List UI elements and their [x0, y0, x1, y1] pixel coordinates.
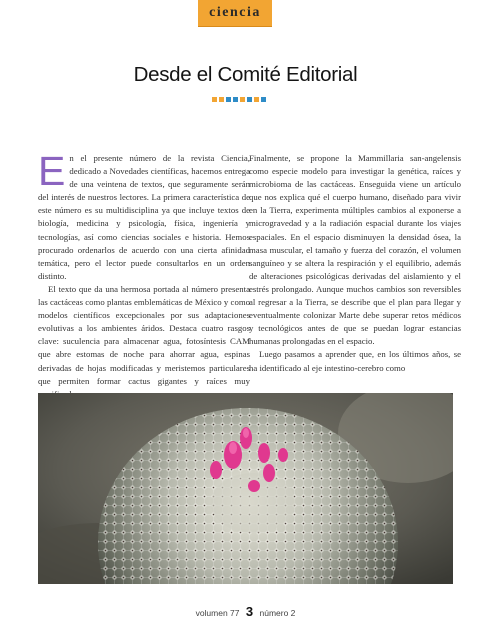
decorative-square	[247, 97, 252, 102]
paragraph: Luego pasamos a aprender que, en los últimos años, se ha identificado al eje intestino-cerebro como	[249, 349, 461, 373]
paragraph	[38, 148, 250, 283]
decorative-square	[261, 97, 266, 102]
dropcap-letter: E	[38, 148, 66, 194]
decorative-square	[212, 97, 217, 102]
left-column	[38, 148, 250, 401]
decorative-square	[219, 97, 224, 102]
decorative-square	[254, 97, 259, 102]
decorative-square	[240, 97, 245, 102]
page-footer	[0, 604, 491, 619]
page-title: Desde el Comité Editorial	[133, 63, 358, 86]
cactus-photo	[38, 393, 453, 584]
decorative-square	[226, 97, 231, 102]
paragraph: El texto que da una hermosa portada al número presenta las cactáceas como plantas emblemáticas de México y como modelos científicos excepcionales por sus adaptaciones evolutivas a los ambientes áridos. Destaca cuatro rasgos clave: suculencia para almacenar agua, fotosíntesis CAM que abre estomas de noche para ahorrar agua, espinas derivadas de hojas modificadas y meristemos particulares que permiten formar cactus gigantes y raíces muy	[38, 283, 250, 386]
decorative-square	[233, 97, 238, 102]
paragraph: Finalmente, se propone la Mammillaria san-angelensis como especie modelo para investigar la genética, raíces y microbioma de las cactáceas. Enseguida viene un artículo que nos explica qué el cuerpo humano, diseñado para vivir en la Tierra, experimenta múltiples cambios al exponerse a microgravedad y a la radiación espacial durante los viajes espaciales. En el espacio disminuyen la densidad ósea, la masa muscular, el tamaño y fuerza del corazón, el volumen sanguíneo y se altera la respiración y el equilibrio, además de alteraciones psicológicas derivadas del aislamiento y el estrés prolongado. Aunque muchos cambios son reversibles al regresar a la Tierra, se describe que el plan para llegar y eventualmente colonizar Marte debe superar retos médicos y tecnológicos antes de que se puedan lograr estancias humanas prolongadas en el espacio.	[249, 153, 461, 347]
section-label: ciencia	[209, 5, 261, 20]
decorative-squares	[212, 97, 266, 102]
section-tab	[198, 0, 272, 27]
right-column	[249, 152, 461, 375]
volume-label: volumen 77	[195, 608, 240, 618]
issue-label: número 2	[259, 608, 296, 618]
cactus-image	[38, 393, 453, 584]
paragraph-text: n el presente número de la revista Ciencia, dedicado a Novedades científicas, hacemos entrega de una veintena de textos, que seguramente serán del interés de nuestros lectores. La primera característica de este número es su multidisciplina ya que incluye textos de biología, medicina y psicología, física, ingeniería y tecnologías, así como ciencias sociales e historia. Hemos procurado ordenarlos de acuerdo con una cierta afinidad temática, pero el lector puede consultarlos en un orden distinto.	[38, 153, 250, 281]
page-number: 3	[245, 604, 254, 619]
